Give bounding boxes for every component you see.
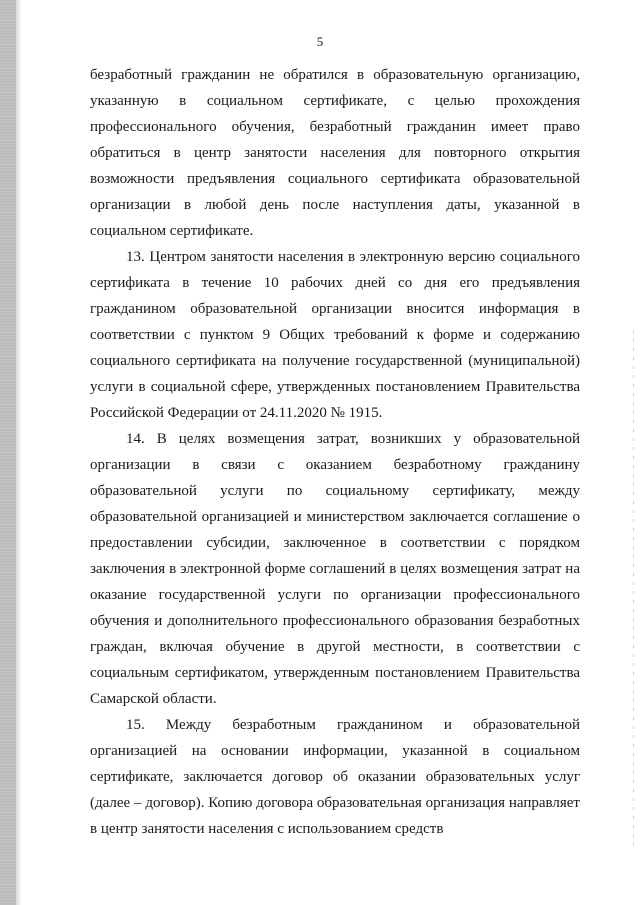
- scan-shadow-edge: [0, 0, 16, 905]
- scan-right-artifact: [633, 330, 634, 850]
- paragraph-14: 14. В целях возмещения затрат, возникших у образовательной организации в связи с оказанием безработному гражданину образовательной услуги по социальному сертификату, между образовательной организацией и министерством заключается соглашение о предоставлении субсидии, заключенное в соответствии с порядком заключения в электронной форме соглашений в целях возмещения затрат на оказание государственной услуги по организации профессионального обучения и дополнительного профессионального образования безработных граждан, включая обучение в другой местности, в соответствии с социальным сертификатом, утвержденным постановлением Правительства Самарской области.: [90, 431, 580, 707]
- paragraph-15: 15. Между безработным гражданином и образовательной организацией на основании информации, указанной в социальном сертификате, заключается договор об оказании образовательных услуг (далее – договор). Копию договора образовательная организация направляет в центр занятости населения с использованием средств: [90, 717, 580, 837]
- document-body: [90, 62, 580, 842]
- paragraph-continuation: безработный гражданин не обратился в образовательную организацию, указанную в социальном сертификате, с целью прохождения профессионального обучения, безработный гражданин имеет право обратиться в центр занятости населения для повторного открытия возможности предъявления социального сертификата образовательной организации в любой день после наступления даты, указанной в социальном сертификате.: [90, 67, 580, 239]
- scan-shadow-gradient: [16, 0, 22, 905]
- paragraph-13: 13. Центром занятости населения в электронную версию социального сертификата в течение 10 рабочих дней со дня его предъявления гражданином образовательной организации вносится информация в соответствии с пунктом 9 Общих требований к форме и содержанию социального сертификата на получение государственной (муниципальной) услуги в социальной сфере, утвержденных постановлением Правительства Российской Федерации от 24.11.2020 № 1915.: [90, 249, 580, 421]
- page-number: 5: [316, 34, 324, 49]
